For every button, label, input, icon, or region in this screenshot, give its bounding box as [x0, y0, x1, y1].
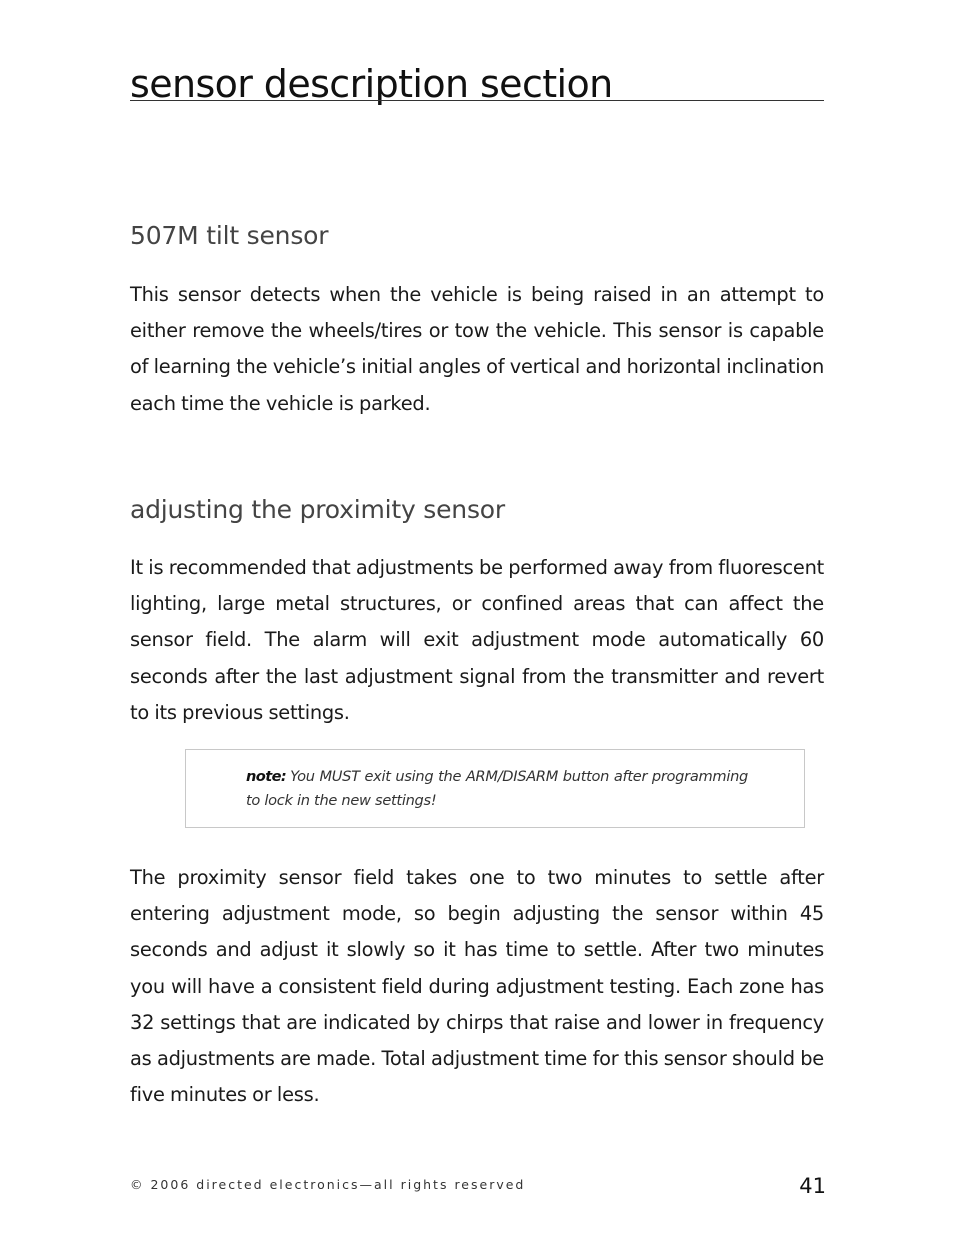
note-body: You MUST exit using the ARM/DISARM button after programming to lock in the new settings!: [246, 768, 748, 809]
page-title: sensor description section: [130, 62, 613, 106]
title-underline: [130, 100, 824, 101]
footer-copyright: © 2006 directed electronics—all rights reserved: [130, 1177, 526, 1192]
note-box: [185, 749, 805, 828]
section-heading-proximity-sensor: adjusting the proximity sensor: [130, 495, 505, 524]
page-number: 41: [799, 1174, 826, 1198]
tilt-sensor-paragraph: This sensor detects when the vehicle is being raised in an attempt to either remove the wheels/tires or tow the vehicle. This sensor is capable of learning the vehicle’s initial angles of vertical and horizontal inclination each time the vehicle is parked.: [130, 283, 824, 415]
note-text: [246, 765, 748, 813]
proximity-sensor-paragraph-2: The proximity sensor field takes one to two minutes to settle after entering adjustment mode, so begin adjusting the sensor within 45 seconds and adjust it slowly so it has time to settle. After two minutes you will have a consistent field during adjustment testing. Each zone has 32 settings that are indicated by chirps that raise and lower in frequency as adjustments are made. Total adjustment time for this sensor should be five minutes or less.: [130, 866, 824, 1107]
note-label: note:: [246, 768, 287, 785]
section-heading-tilt-sensor: 507M tilt sensor: [130, 221, 329, 250]
proximity-sensor-paragraph-1: It is recommended that adjustments be performed away from fluorescent lighting, large metal structures, or confined areas that can affect the sensor field. The alarm will exit adjustment mode automatically 60 seconds after the last adjustment signal from the transmitter and revert to its previous settings.: [130, 556, 824, 724]
